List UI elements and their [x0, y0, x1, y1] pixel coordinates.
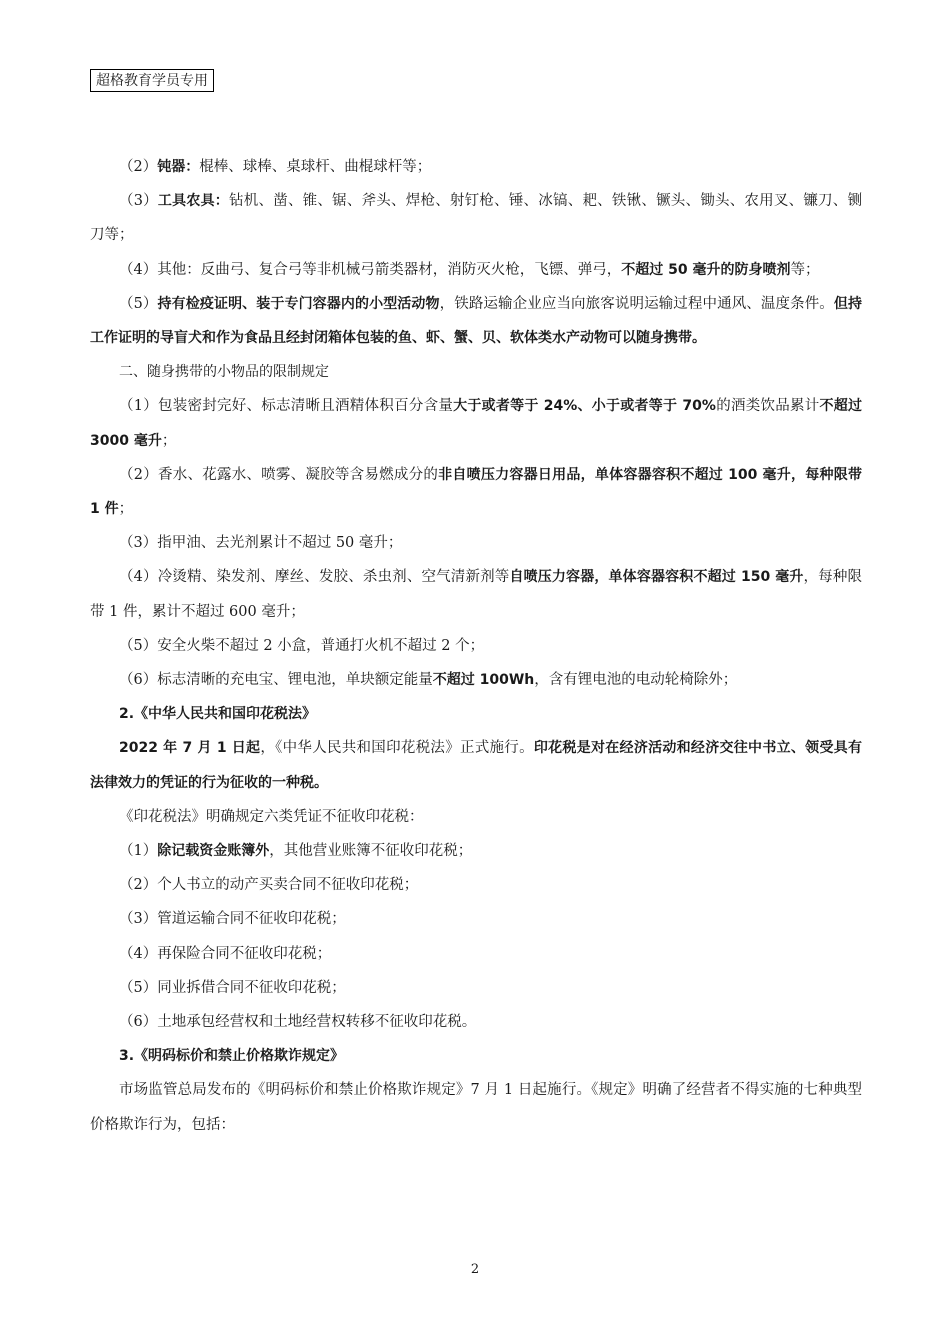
- paragraph-animals: （5）持有检疫证明、装于专门容器内的小型活动物，铁路运输企业应当向旅客说明运输过程中通风、温度条件。但持工作证明的导盲犬和作为食品且经封闭箱体包装的鱼、虾、蟹、贝、软体类水产动物可以随身携带。: [90, 295, 863, 347]
- paragraph-stamp-tax-intro: 2022 年 7 月 1 日起，《中华人民共和国印花税法》正式施行。印花税是对在经济活动和经济交往中书立、领受具有法律效力的凭证的行为征收的一种税。: [90, 740, 862, 791]
- list-item: （3）管道运输合同不征收印花税；: [119, 911, 346, 928]
- section-heading-stamp-tax: 2.《中华人民共和国印花税法》: [119, 706, 317, 723]
- watermark-stamp: 超格教育学员专用: [90, 69, 214, 92]
- paragraph-exemptions-lead: 《印花税法》明确规定六类凭证不征收印花税：: [119, 808, 424, 825]
- paragraph-alcohol: （1）包装密封完好、标志清晰且酒精体积百分含量大于或者等于 24%、小于或者等于 70%的酒类饮品累计不超过 3000 毫升；: [90, 398, 862, 449]
- paragraph-nail-polish: （3）指甲油、去光剂累计不超过 50 毫升；: [119, 535, 403, 552]
- list-item: （5）同业拆借合同不征收印花税；: [119, 979, 346, 996]
- paragraph-price-rules: 市场监管总局发布的《明码标价和禁止价格欺诈规定》7 月 1 日起施行。《规定》明确了经营者不得实施的七种典型价格欺诈行为，包括：: [90, 1082, 862, 1133]
- list-item: （2）个人书立的动产买卖合同不征收印花税；: [119, 877, 419, 894]
- paragraph-blunt-items: （2）钝器：棍棒、球棒、桌球杆、曲棍球杆等；: [119, 159, 432, 175]
- list-item: （4）再保险合同不征收印花税；: [119, 945, 332, 962]
- page-number: 2: [470, 1262, 480, 1277]
- paragraph-others: （4）其他：反曲弓、复合弓等非机械弓箭类器材，消防灭火枪，飞镖、弹弓，不超过 50 毫升的防身喷剂等；: [119, 261, 820, 278]
- document-body: [90, 150, 862, 1142]
- section-heading-price-fraud: 3.《明码标价和禁止价格欺诈规定》: [119, 1048, 345, 1065]
- paragraph-aerosols: （4）冷烫精、染发剂、摩丝、发胶、杀虫剂、空气清新剂等自喷压力容器，单体容器容积不超过 150 毫升，每种限带 1 件，累计不超过 600 毫升；: [90, 569, 862, 620]
- list-item: （1）除记载资金账簿外，其他营业账簿不征收印花税；: [119, 843, 473, 860]
- paragraph-batteries: （6）标志清晰的充电宝、锂电池，单块额定能量不超过 100Wh，含有锂电池的电动轮椅除外；: [119, 672, 738, 689]
- section-heading-small-items: 二、随身携带的小物品的限制规定: [119, 364, 329, 381]
- paragraph-perfume: （2）香水、花露水、喷雾、凝胶等含易燃成分的非自喷压力容器日用品，单体容器容积不超过 100 毫升，每种限带 1 件；: [90, 466, 862, 518]
- paragraph-matches: （5）安全火柴不超过 2 小盒，普通打火机不超过 2 个；: [119, 637, 485, 654]
- paragraph-tools: （3）工具农具：钻机、凿、锥、锯、斧头、焊枪、射钉枪、锤、冰镐、耙、铁锹、镢头、锄头、农用叉、镰刀、铡刀等；: [90, 193, 863, 244]
- list-item: （6）土地承包经营权和土地经营权转移不征收印花税。: [119, 1014, 477, 1031]
